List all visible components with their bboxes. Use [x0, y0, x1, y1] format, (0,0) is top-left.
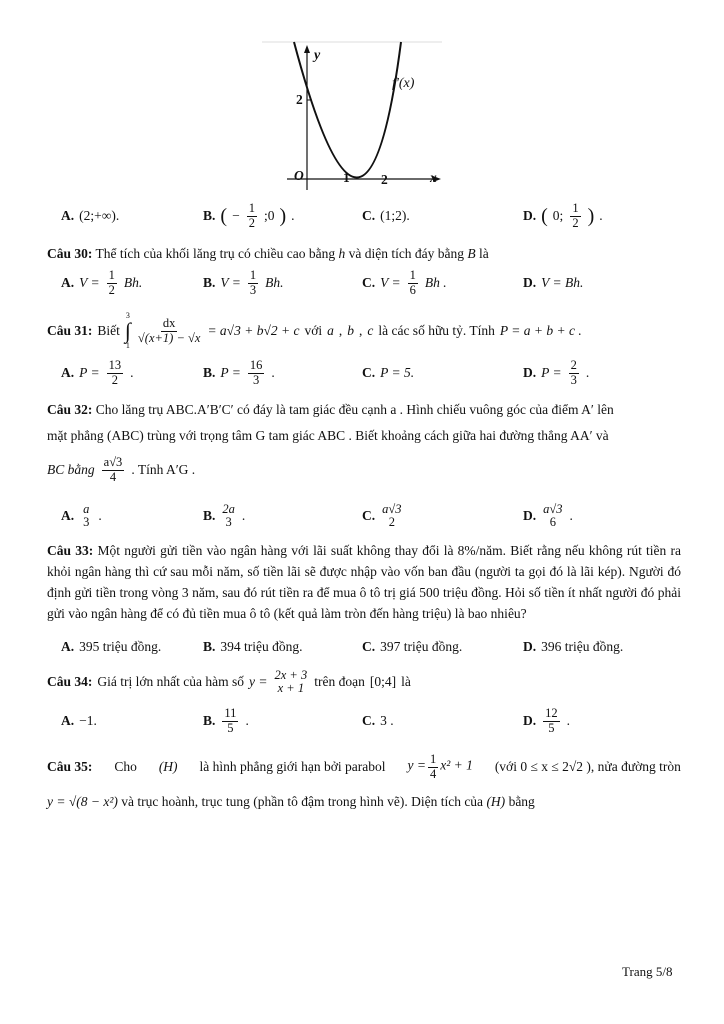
q33-option-c[interactable]: C. 397 triệu đồng. [362, 639, 463, 654]
derivative-graph [262, 40, 442, 196]
graph-tick-y2: 2 [296, 92, 303, 107]
q30-stem: Câu 30: Thể tích của khối lăng trụ có chiều cao bằng h và diện tích đáy bằng B là [47, 246, 489, 261]
q31-option-b[interactable]: B. P = $\frac{16}{3}$ . [203, 358, 275, 387]
q30-option-d[interactable]: D. V = Bh. [523, 275, 584, 290]
q32-line3: BC bằng $\frac{a√3}{4}$ . Tính A′G . [47, 455, 196, 484]
q33-option-a[interactable]: A. 395 triệu đồng. [61, 639, 162, 654]
q33-option-d[interactable]: D. 396 triệu đồng. [523, 639, 624, 654]
q30-option-b[interactable]: B. V = $\frac{1}{3}$ Bh. [203, 268, 284, 297]
q35-line2: y = √(8 − x²) và trục hoành, trục tung (phần tô đậm trong hình vẽ). Diện tích của (H) bằng [47, 794, 535, 809]
q34-option-c[interactable]: C. 3 . [362, 713, 394, 728]
q31-option-d[interactable]: D. P = $\frac{2}{3}$ . [523, 358, 590, 387]
graph-func-label: f'(x) [392, 76, 415, 91]
q32-option-b[interactable]: B. 2a 3 . [203, 501, 246, 529]
graph-x-label: x [430, 170, 437, 185]
q31-option-c[interactable]: C. P = 5. [362, 365, 415, 380]
q34-stem: Câu 34: Giá trị lớn nhất của hàm số y = 2x + 3 x + 1 trên đoạn [0;4] là [47, 667, 411, 695]
q29-option-a[interactable]: A. (2;+∞). [61, 208, 120, 223]
q32-option-d[interactable]: D. a√3 6 . [523, 501, 573, 529]
q33-option-b[interactable]: B. 394 triệu đồng. [203, 639, 303, 654]
graph-y-label: y [314, 48, 321, 63]
q30-option-a[interactable]: A. V = $\frac{1}{2}$ Bh. [61, 268, 143, 297]
q30-option-c[interactable]: C. V = $\frac{1}{6}$ Bh . [362, 268, 447, 297]
q33-stem: Câu 33: Một người gửi tiền vào ngân hàng với lãi suất không thay đổi là 8%/năm. Biết rằng nếu không rút tiền ra khỏi ngân hàng thì cứ sau mỗi năm, số tiền lãi sẽ được nhập vào vốn ban đầu (người ta gọi đó là lãi kép). Người đó định gửi tiền trong vòng 3 năm, sau đó rút tiền ra để mua ô tô trị giá 500 triệu đồng. Hỏi số tiền ít nhất người đó phải gửi vào ngân hàng để có đủ tiền mua ô tô (kết quả làm tròn đến hàng triệu) là bao nhiêu? [47, 543, 682, 621]
q31-option-a[interactable]: A. P = $\frac{13}{2}$ . [61, 358, 134, 387]
q31-stem: Câu 31: Biết 3 ∫ 1 $\frac{dx}{√(x+1) - √x}$ = a√3 + b√2 + c với a , b , c là các số hữu tỷ. Tính P = a + b + c . [47, 311, 582, 350]
q32-line1: Câu 32: Cho lăng trụ ABC.A′B′C′ có đáy là tam giác đều cạnh a . Hình chiếu vuông góc của điểm A′ lên [47, 402, 614, 417]
q35-line1: Câu 35: Cho (H) là hình phẳng giới hạn bởi parabol y = $\frac{1}{4}$ x² + 1 (với 0 ≤ x ≤ 2√2 ), nửa đường tròn [47, 752, 681, 781]
q29-option-d[interactable]: D. ( 0; $\frac{1}{2}$ ) . [523, 201, 603, 230]
graph-origin-label: O [294, 168, 304, 183]
q32-option-a[interactable]: A. a 3 . [61, 501, 102, 529]
q34-option-a[interactable]: A. −1. [61, 713, 97, 728]
q34-option-d[interactable]: D. $\frac{12}{5}$ . [523, 706, 570, 735]
graph-tick-x2: 2 [381, 172, 388, 187]
graph-tick-x1: 1 [343, 170, 350, 185]
q32-line2: mặt phẳng (ABC) trùng với trọng tâm G tam giác ABC . Biết khoảng cách giữa hai đường thẳng AA′ và [47, 428, 609, 443]
q34-option-b[interactable]: B. $\frac{11}{5}$ . [203, 706, 249, 735]
q29-option-c[interactable]: C. (1;2). [362, 208, 410, 223]
page-number: Trang 5/8 [622, 964, 673, 979]
derivative-curve [294, 42, 401, 178]
q29-option-b[interactable]: B. ( − $\frac{1}{2}$ ;0 ) . [203, 201, 295, 230]
q32-option-c[interactable]: C. a√3 2 [362, 501, 402, 529]
